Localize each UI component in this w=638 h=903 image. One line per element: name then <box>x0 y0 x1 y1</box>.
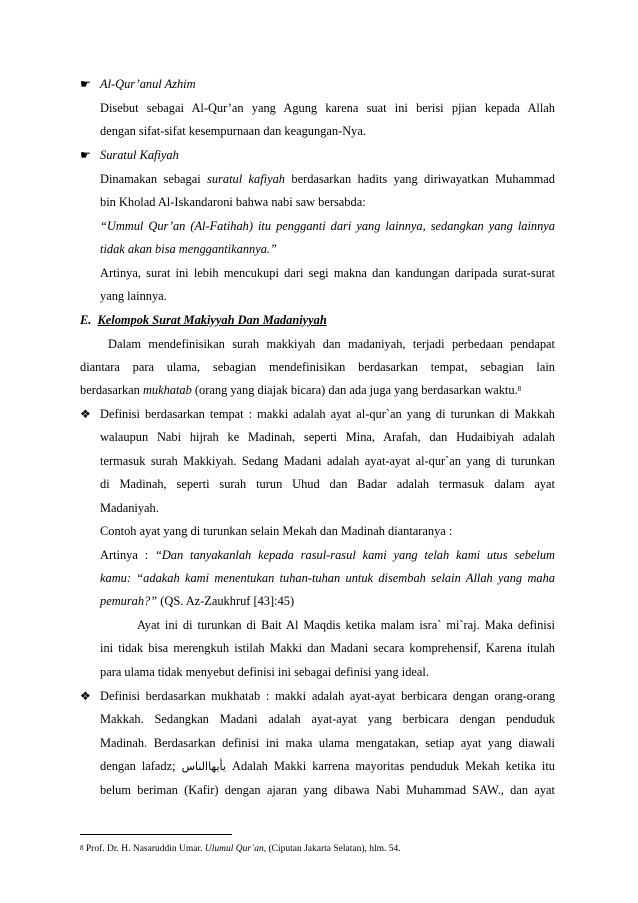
book-title: Ulumul Qur`an <box>204 844 264 854</box>
definition-line <box>100 593 294 609</box>
text-span: Artinya : <box>100 548 155 562</box>
text-line: dengan sifat-sifat kesempurnaan dan keagungan-Nya. <box>100 124 366 138</box>
text-span: , (Ciputan Jakarta Selatan), hlm. 54. <box>263 844 401 854</box>
definition-line <box>100 547 555 563</box>
definition-line: walaupun Nabi hijrah ke Madinah, seperti Mina, Arafah, dan Hudaibiyah adalah <box>100 430 555 444</box>
text-span: Adalah Makki karrena mayoritas penduduk Mekah ketika itu <box>225 759 555 773</box>
quote-line: tidak akan bisa menggantikannya.” <box>100 242 277 256</box>
text-line: bin Kholad Al-Iskandaroni bahwa nabi saw bersabda: <box>100 195 366 209</box>
pointing-hand-icon: ☛ <box>80 77 91 91</box>
text-span: berdasarkan <box>80 383 143 397</box>
definition-line: Definisi berdasarkan tempat : makki adalah ayat al-qur`an yang di turunkan di Makkah <box>100 407 555 421</box>
section-letter: E. <box>80 313 92 327</box>
definition-line: di Madinah, seperti surah turun Uhud dan Badar adalah termasuk dalam ayat <box>100 477 555 491</box>
definition-line: Contoh ayat yang di turunkan selain Mekah dan Madinah diantaranya : <box>100 524 453 538</box>
paragraph-line <box>80 382 521 398</box>
text-line <box>100 171 555 187</box>
four-diamond-icon: ❖ <box>80 407 91 421</box>
definition-line: Definisi berdasarkan mukhatab : makki adalah ayat-ayat berbicara dengan orang-orang <box>100 689 555 703</box>
definition-line <box>100 758 555 774</box>
definition-line: belum beriman (Kafir) dengan ajaran yang dibawa Nabi Muhammad SAW., dan ayat <box>100 783 555 797</box>
section-title: Kelompok Surat Makiyyah Dan Madaniyyah <box>97 313 327 327</box>
quote-span: “Dan tanyakanlah kepada rasul-rasul kami yang telah kami utus sebelum <box>154 548 555 562</box>
paragraph-line: Dalam mendefinisikan surah makkiyah dan madaniyah, terjadi perbedaan pendapat <box>108 337 555 351</box>
paragraph-line: diantara para ulama, sebagian mendefinisikan berdasarkan tempat, sebagian lain <box>80 360 555 374</box>
text-span: (orang yang diajak bicara) dan ada juga yang berdasarkan waktu. <box>191 383 518 397</box>
four-diamond-icon: ❖ <box>80 689 91 703</box>
definition-line: para ulama tidak menyebut definisi ini sebagai definisi yang ideal. <box>100 665 429 679</box>
text-span: Prof. Dr. H. Nasaruddin Umar. <box>83 844 205 854</box>
pointing-hand-icon: ☛ <box>80 148 91 162</box>
footnote-divider <box>80 834 232 835</box>
term-suratul-kafiyah: suratul kafiyah <box>207 172 285 186</box>
term-mukhatab: mukhatab <box>142 383 192 397</box>
definition-line: Madaniyah. <box>100 501 159 515</box>
definition-line: ini tidak bisa merengkuh istilah Makki dan Madani secara komprehensif, Karena itulah <box>100 641 555 655</box>
definition-line: termasuk surah Makkiyah. Sedang Madani adalah ayat-ayat al-qur`an yang di turunkan <box>100 454 555 468</box>
section-heading <box>80 312 327 328</box>
text-line: Disebut sebagai Al-Qur’an yang Agung karena suat ini berisi pjian kepada Allah <box>100 101 555 115</box>
bullet-title-suratul-kafiyah: Suratul Kafiyah <box>100 148 179 162</box>
text-span: berdasarkan hadits yang diriwayatkan Muhammad <box>285 172 555 186</box>
text-span: Dinamakan sebagai <box>100 172 208 186</box>
definition-line: Ayat ini di turunkan di Bait Al Maqdis ketika malam isra` mi`raj. Maka definisi <box>137 618 555 632</box>
text-line: yang lainnya. <box>100 289 167 303</box>
quote-line: “Ummul Qur’an (Al-Fatihah) itu pengganti dari yang lainnya, sedangkan yang lainnya <box>100 219 555 233</box>
citation: (QS. Az-Zaukhruf [43]:45) <box>157 594 295 608</box>
quote-span: pemurah?” <box>100 594 158 608</box>
text-span: dengan lafadz; <box>100 759 182 773</box>
quote-line: kamu: “adakah kami menentukan tuhan-tuhan untuk disembah selain Allah yang maha <box>100 571 555 585</box>
definition-line: Makkah. Sedangkan Madani adalah ayat-ayat yang berbicara dengan penduduk <box>100 712 555 726</box>
text-line: Artinya, surat ini lebih mencukupi dari segi makna dan kandungan daripada surat-surat <box>100 266 555 280</box>
footnote-ref: 8 <box>517 385 522 393</box>
arabic-phrase: يأيهاالناس <box>181 760 226 773</box>
footnote <box>80 843 401 855</box>
definition-line: Madinah. Berdasarkan definisi ini maka ulama mengatakan, setiap ayat yang diawali <box>100 736 555 750</box>
footnote-number: 8 <box>80 844 84 852</box>
bullet-title-al-quranul-azhim: Al-Qur’anul Azhim <box>100 77 196 91</box>
